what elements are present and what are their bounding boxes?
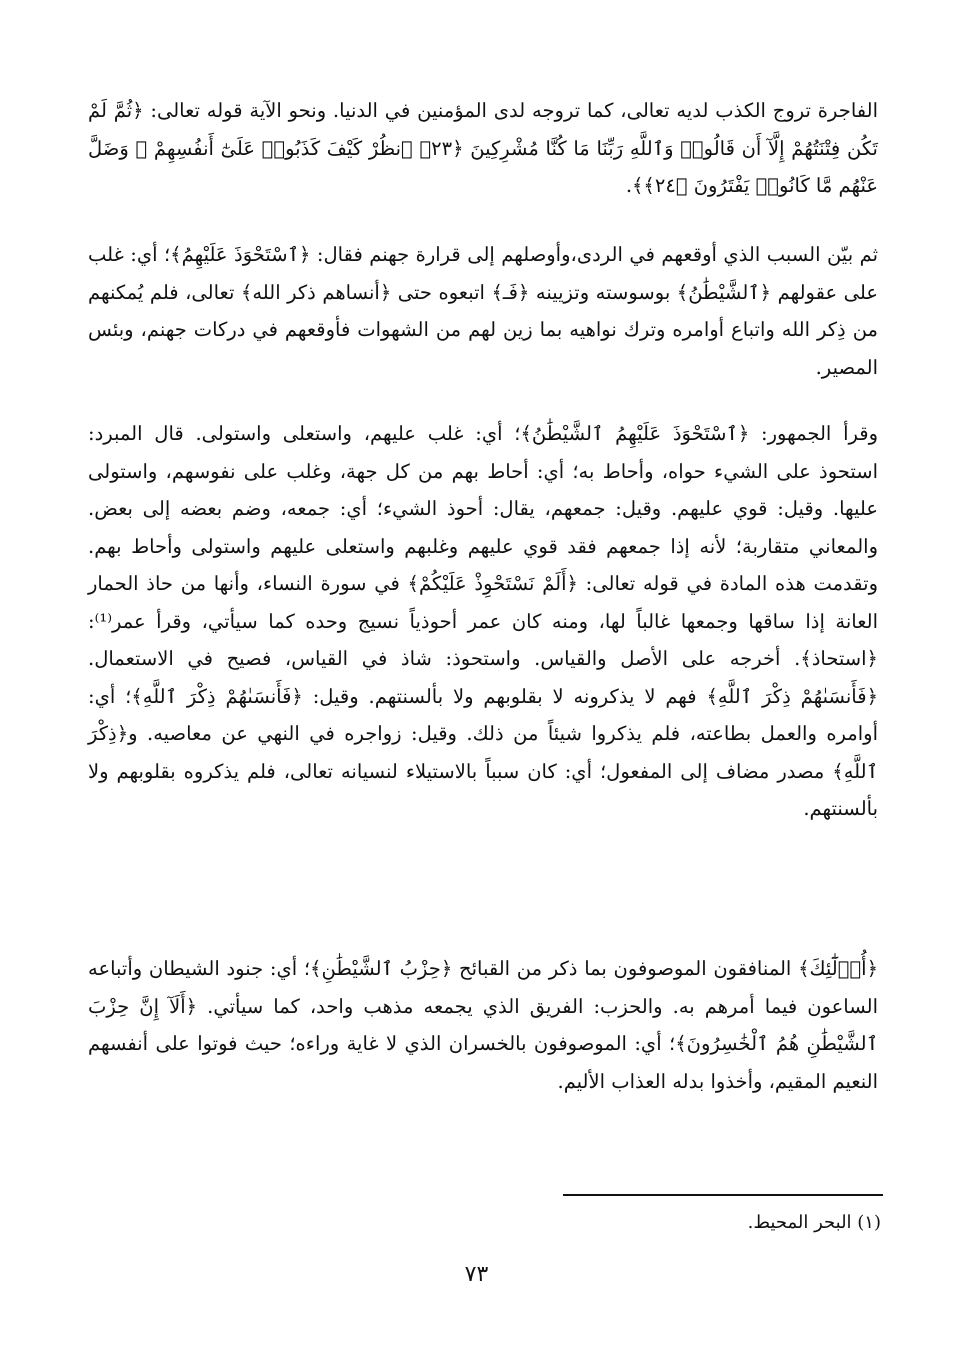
footnote: (١) البحر المحيط.	[747, 1212, 881, 1233]
paragraph-4: ﴿أُو۟لَٰٓئِكَ﴾ المنافقون الموصوفون بما ذكر من القبائح ﴿حِزْبُ ٱلشَّيْطَٰنِ﴾؛ أي: جنود الشيطان وأتباعه الساعون فيما أمرهم به. والحزب: الفريق الذي يجمعه مذهب واحد، كما سيأتي. ﴿أَلَآ إِنَّ حِزْبَ ٱلشَّيْطَٰنِ هُمُ ٱلْخَٰسِرُونَ﴾؛ أي: الموصوفون بالخسران الذي لا غاية وراءه؛ حيث فوتوا على أنفسهم النعيم المقيم، وأخذوا بدله العذاب الأليم.	[88, 957, 878, 1093]
paragraph-3: وقرأ الجمهور: ﴿ٱسْتَحْوَذَ عَلَيْهِمُ ٱلشَّيْطَٰنُ﴾؛ أي: غلب عليهم، واستعلى واستولى. قال المبرد: استحوذ على الشيء حواه، وأحاط به؛ أي: أحاط بهم من كل جهة، وغلب على نفوسهم، واستولى عليها. وقيل: قوي عليهم. وقيل: جمعهم، يقال: أحوذ الشيء؛ أي: جمعه، وضم بعضه إلى بعض. والمعاني متقاربة؛ لأنه إذا جمعهم فقد قوي عليهم وغلبهم واستعلى عليهم واستولى وأحاط بهم. وتقدمت هذه المادة في قوله تعالى: ﴿أَلَمْ نَسْتَحْوِذْ عَلَيْكُمْ﴾ في سورة النساء، وأنها من حاذ الحمار العانة إذا ساقها وجمعها غالباً لها، ومنه كان عمر أحوذياً نسيج وحده كما سيأتي، وقرأ عمر⁽¹⁾: ﴿استحاذ﴾. أخرجه على الأصل والقياس. واستحوذ: شاذ في القياس، فصيح في الاستعمال. ﴿فَأَنسَىٰهُمْ ذِكْرَ ٱللَّهِ﴾ فهم لا يذكرونه لا بقلوبهم ولا بألسنتهم. وقيل: ﴿فَأَنسَىٰهُمْ ذِكْرَ ٱللَّهِ﴾؛ أي: أوامره والعمل بطاعته، فلم يذكروا شيئاً من ذلك. وقيل: زواجره في النهي عن معاصيه. و﴿ذِكْرَ ٱللَّهِ﴾ مصدر مضاف إلى المفعول؛ أي: كان سبباً بالاستيلاء لنسيانه تعالى، فلم يذكروه بقلوبهم ولا بألسنتهم.	[88, 422, 878, 820]
page-number: ٧٣	[464, 1262, 489, 1287]
paragraph-1: الفاجرة تروج الكذب لديه تعالى، كما تروجه لدى المؤمنين في الدنيا. ونحو الآية قوله تعالى: ﴿ثُمَّ لَمْ تَكُن فِتْنَتُهُمْ إِلَّآ أَن قَالُوا۟ وَٱللَّهِ رَبِّنَا مَا كُنَّا مُشْرِكِينَ ﴿٢٣﴾ ٱنظُرْ كَيْفَ كَذَبُوا۟ عَلَىٰٓ أَنفُسِهِمْ ۚ وَضَلَّ عَنْهُم مَّا كَانُوا۟ يَفْتَرُونَ ﴿٢٤﴾﴾.	[88, 99, 878, 197]
footnote-separator	[563, 1194, 883, 1196]
paragraph-2: ثم بيّن السبب الذي أوقعهم في الردى،وأوصلهم إلى قرارة جهنم فقال: ﴿ٱسْتَحْوَذَ عَلَيْهِمُ﴾؛ أي: غلب على عقولهم ﴿ٱلشَّيْطَٰنُ﴾ بوسوسته وتزيينه ﴿فَـ﴾ اتبعوه حتى ﴿أنساهم ذكر الله﴾ تعالى، فلم يُمكنهم من ذِكر الله واتباع أوامره وترك نواهيه بما زين لهم من الشهوات فأوقعهم في دركات جهنم، وبئس المصير.	[88, 243, 878, 379]
